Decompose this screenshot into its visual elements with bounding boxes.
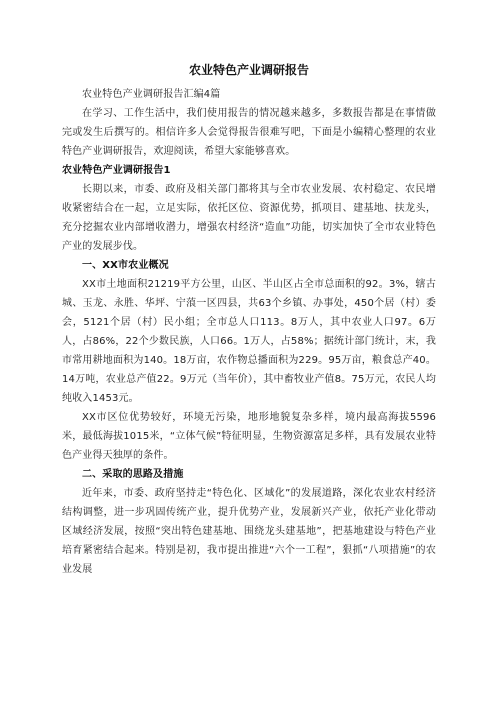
body-paragraph: 近年来，市委、政府坚持走“特色化、区域化”的发展道路，深化农业农村经济结构调整，进一步巩固传统产业，提升优势产业，发展新兴产业，依托产业化带动区域经济发展，按照“突出特色建基地、围绕龙头建基地”，把基地建设与特色产业培育紧密结合起来。特别是初，我市提出推进“六个一工程”，狠抓“八项措施”的农业发展 bbox=[62, 488, 436, 575]
section-heading: 一、XX市农业概况 bbox=[82, 260, 169, 271]
section-heading: 二、采取的思路及措施 bbox=[82, 469, 184, 480]
document-body bbox=[62, 85, 436, 579]
document-title: 农业特色产业调研报告 bbox=[188, 63, 309, 77]
body-paragraph: XX市区位优势较好，环境无污染，地形地貌复杂多样，境内最高海拔5596米，最低海拔1015米，“立体气候”特征明显，生物资源富足多样，具有发展农业特色产业得天独厚的条件。 bbox=[62, 412, 436, 461]
body-paragraph: 农业特色产业调研报告汇编4篇 bbox=[82, 89, 221, 100]
section-heading: 农业特色产业调研报告1 bbox=[62, 165, 171, 176]
document-page bbox=[62, 62, 436, 579]
body-paragraph: 在学习、工作生活中，我们使用报告的情况越来越多，多数报告都是在事情做完或发生后撰写的。相信许多人会觉得报告很难写吧，下面是小编精心整理的农业特色产业调研报告，欢迎阅读，希望大家能够喜欢。 bbox=[62, 108, 436, 157]
body-paragraph: 长期以来，市委、政府及相关部门都将其与全市农业发展、农村稳定、农民增收紧密结合在一起，立足实际，依托区位、资源优势，抓项目、建基地、扶龙头，充分挖掘农业内部增收潜力，增强农村经济“造血”功能，切实加快了全市农业特色产业的发展步伐。 bbox=[62, 184, 436, 252]
body-paragraph: XX市土地面积21219平方公里，山区、半山区占全市总面积的92。3%，辖古城、玉龙、永胜、华坪、宁蒗一区四县，共63个乡镇、办事处，450个居（村）委会，5121个居（村）民小组；全市总人口113。8万人，其中农业人口97。6万人，占86%，22个少数民族，人口66。1万人，占58%；据统计部门统计，末，我市常用耕地面积为140。18万亩，农作物总播面积为229。95万亩，粮食总产40。14万吨，农业总产值22。9万元（当年价），其中畜牧业产值8。75万元，农民人均纯收入1453元。 bbox=[62, 279, 436, 404]
